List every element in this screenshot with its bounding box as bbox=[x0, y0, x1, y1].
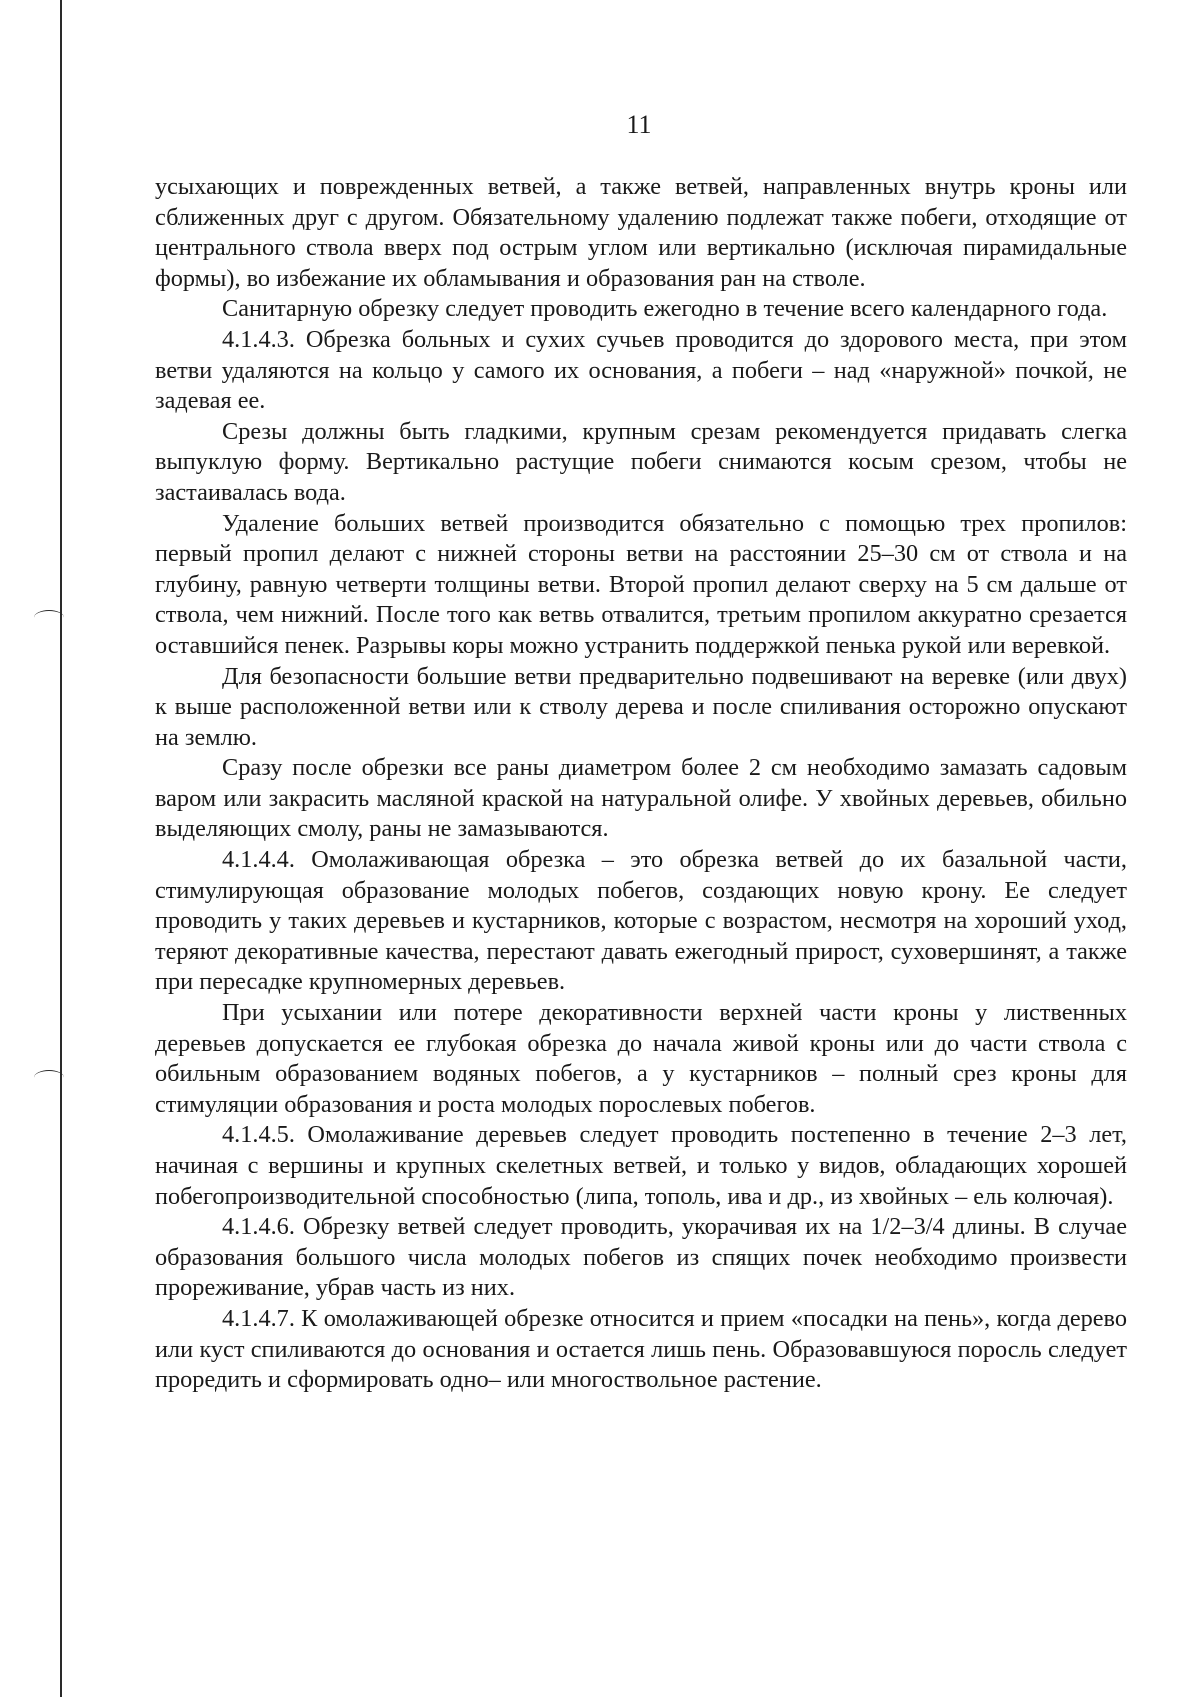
paragraph-cuts: Срезы должны быть гладкими, крупным срезам рекомендуется придавать слегка выпуклую форму. Вертикально растущие побеги снимаются косым срезом, чтобы не застаивалась вода. bbox=[155, 417, 1127, 506]
binding-hole-mark bbox=[34, 1070, 64, 1085]
page-number: 11 bbox=[626, 110, 652, 139]
paragraph-4-1-4-5: 4.1.4.5. Омолаживание деревьев следует проводить постепенно в течение 2–3 лет, начиная с вершины и крупных скелетных ветвей, и только у видов, обладающих хорошей побегопроизводительной способностью (липа, тополь, ива и др., из хвойных – ель колючая). bbox=[155, 1121, 1127, 1210]
paragraph-4-1-4-6: 4.1.4.6. Обрезку ветвей следует проводить, укорачивая их на 1/2–3/4 длины. В случае образования большого числа молодых побегов из спящих почек необходимо произвести прореживание, убрав часть из них. bbox=[155, 1213, 1127, 1302]
paragraph-4-1-4-7: 4.1.4.7. К омолаживающей обрезке относится и прием «посадки на пень», когда дерево или куст спиливаются до основания и остается лишь пень. Образовавшуюся поросль следует проредить и сформировать одно– или многоствольное растение. bbox=[155, 1304, 1127, 1394]
binding-hole-mark bbox=[34, 610, 64, 625]
paragraph-large-branches: Удаление больших ветвей производится обязательно с помощью трех пропилов: первый пропил делают с нижней стороны ветви на расстоянии 25–30 см от ствола и на глубину, равную четверти толщины ветви. Второй пропил делают сверху на 5 см дальше от ствола, чем нижний. После того как ветвь отвалится, третьим пропилом аккуратно срезается оставшийся пенек. Разрывы коры можно устранить поддержкой пенька рукой или веревкой. bbox=[155, 509, 1127, 659]
paragraph-wound-treatment: Сразу после обрезки все раны диаметром более 2 см необходимо замазать садовым варом или закрасить масляной краской на натуральной олифе. У хвойных деревьев, обильно выделяющих смолу, раны не замазываются. bbox=[155, 754, 1127, 843]
document-body bbox=[155, 172, 1127, 1396]
paragraph-sanitary-pruning: Санитарную обрезку следует проводить ежегодно в течение всего календарного года. bbox=[222, 295, 1108, 323]
paragraph-continuation: усыхающих и поврежденных ветвей, а также ветвей, направленных внутрь кроны или сближенных друг с другом. Обязательному удалению подлежат также побеги, отходящие от центрального ствола вверх под острым углом или вертикально (исключая пирамидальные формы), во избежание их обламывания и образования ран на стволе. bbox=[155, 173, 1127, 292]
paragraph-4-1-4-4: 4.1.4.4. Омолаживающая обрезка – это обрезка ветвей до их базальной части, стимулирующая образование молодых побегов, создающих новую крону. Ее следует проводить у таких деревьев и кустарников, которые с возрастом, несмотря на хороший уход, теряют декоративные качества, перестают давать ежегодный прирост, суховершинят, а также при пересадке крупномерных деревьев. bbox=[155, 846, 1127, 996]
paragraph-safety: Для безопасности большие ветви предварительно подвешивают на веревке (или двух) к выше расположенной ветви или к стволу дерева и после спиливания осторожно опускают на землю. bbox=[155, 662, 1127, 751]
binding-margin-line bbox=[60, 0, 62, 1697]
paragraph-4-1-4-3: 4.1.4.3. Обрезка больных и сухих сучьев проводится до здорового места, при этом ветви удаляются на кольцо у самого их основания, а побеги – над «наружной» почкой, не задевая ее. bbox=[155, 325, 1127, 415]
paragraph-crown-drying: При усыхании или потере декоративности верхней части кроны у лиственных деревьев допускается ее глубокая обрезка до начала живой кроны или до части ствола с обильным образованием водяных побегов, а у кустарников – полный срез кроны для стимуляции образования и роста молодых порослевых побегов. bbox=[155, 999, 1127, 1118]
